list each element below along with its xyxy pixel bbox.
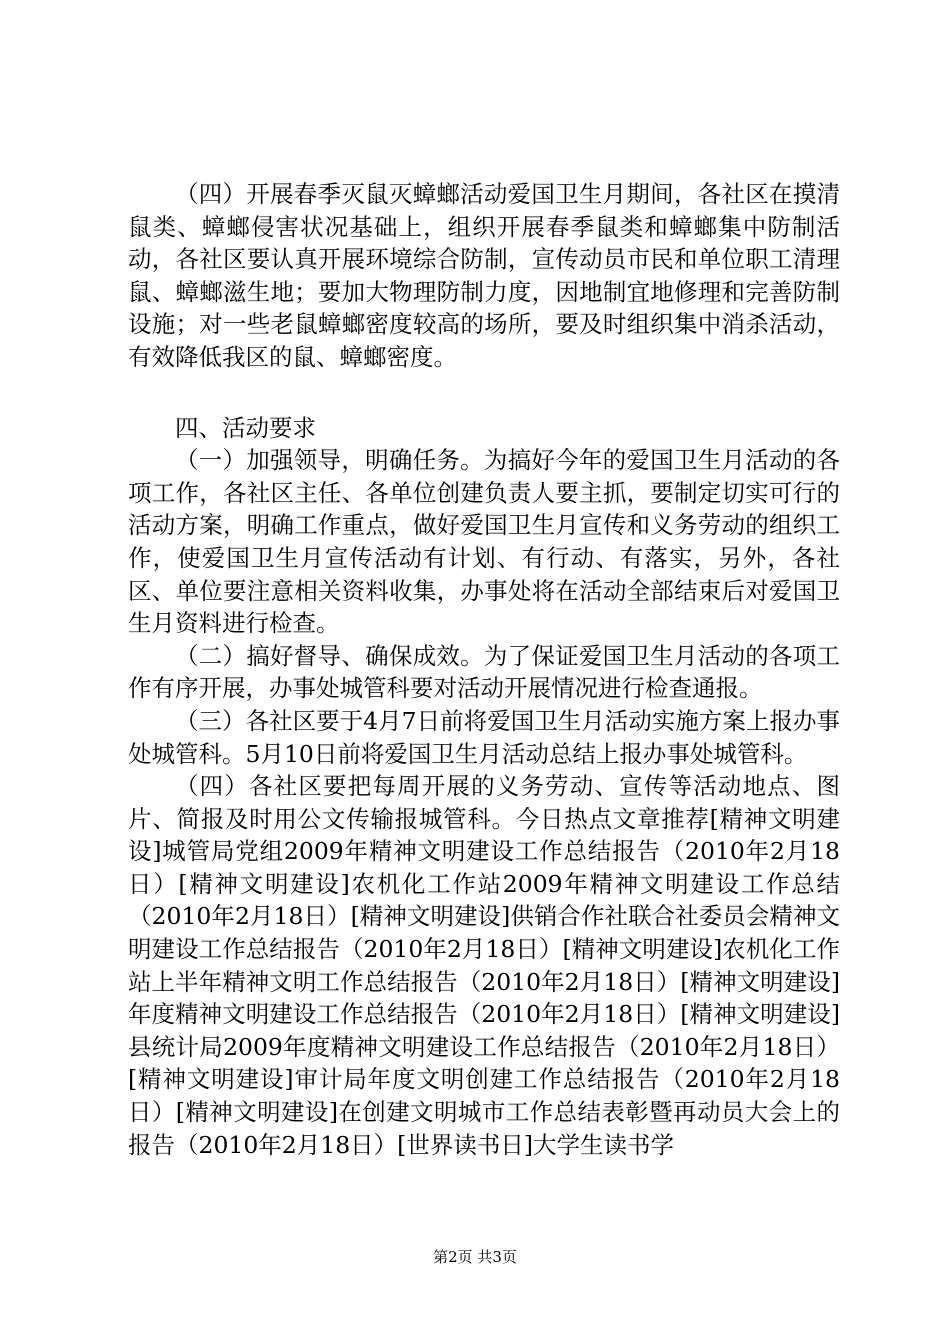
requirement-item-4: （四）各社区要把每周开展的义务劳动、宣传等活动地点、图片、简报及时用公文传输报城管科。今日热点文章推荐[精神文明建设]城管局党组2009年精神文明建设工作总结报告（2010年2月18日）[精神文明建设]农机化工作站2009年精神文明建设工作总结（2010年2月18日）[精神文明建设]供销合作社联合社委员会精神文明建设工作总结报告（2010年2月18日）[精神文明建设]农机化工作站上半年精神文明工作总结报告（2010年2月18日）[精神文明建设]年度精神文明建设工作总结报告（2010年2月18日）[精神文明建设]县统计局2009年度精神文明建设工作总结报告（2010年2月18日）[精神文明建设]审计局年度文明创建工作总结报告（2010年2月18日）[精神文明建设]在创建文明城市工作总结表彰暨再动员大会上的报告（2010年2月18日）[世界读书日]大学生读书学 xyxy=(128,772,840,1159)
requirement-item-1: （一）加强领导，明确任务。为搞好今年的爱国卫生月活动的各项工作，各社区主任、各单位创建负责人要主抓，要制定切实可行的活动方案，明确工作重点，做好爱国卫生月宣传和义务劳动的组织工作，使爱国卫生月宣传活动有计划、有行动、有落实，另外，各社区、单位要注意相关资料收集，办事处将在活动全部结束后对爱国卫生月资料进行检查。 xyxy=(128,446,840,638)
page-footer xyxy=(0,1246,950,1267)
paragraph-spacer xyxy=(128,374,840,412)
page-number-label: 第2页 共3页 xyxy=(433,1248,517,1266)
section-heading: 四、活动要求 xyxy=(175,413,316,442)
requirement-item-2: （二）搞好督导、确保成效。为了保证爱国卫生月活动的各项工作有序开展，办事处城管科要对活动开展情况进行检查通报。 xyxy=(128,641,840,703)
requirement-item-3: （三）各社区要于4月7日前将爱国卫生月活动实施方案上报办事处城管科。5月10日前将爱国卫生月活动总结上报办事处城管科。 xyxy=(128,706,840,768)
document-body xyxy=(128,178,840,1161)
paragraph-spring-pest-control: （四）开展春季灭鼠灭蟑螂活动爱国卫生月期间，各社区在摸清鼠类、蟑螂侵害状况基础上，组织开展春季鼠类和蟑螂集中防制活动，各社区要认真开展环境综合防制，宣传动员市民和单位职工清理鼠、蟑螂滋生地；要加大物理防制力度，因地制宜地修理和完善防制设施；对一些老鼠蟑螂密度较高的场所，要及时组织集中消杀活动，有效降低我区的鼠、蟑螂密度。 xyxy=(128,180,840,371)
